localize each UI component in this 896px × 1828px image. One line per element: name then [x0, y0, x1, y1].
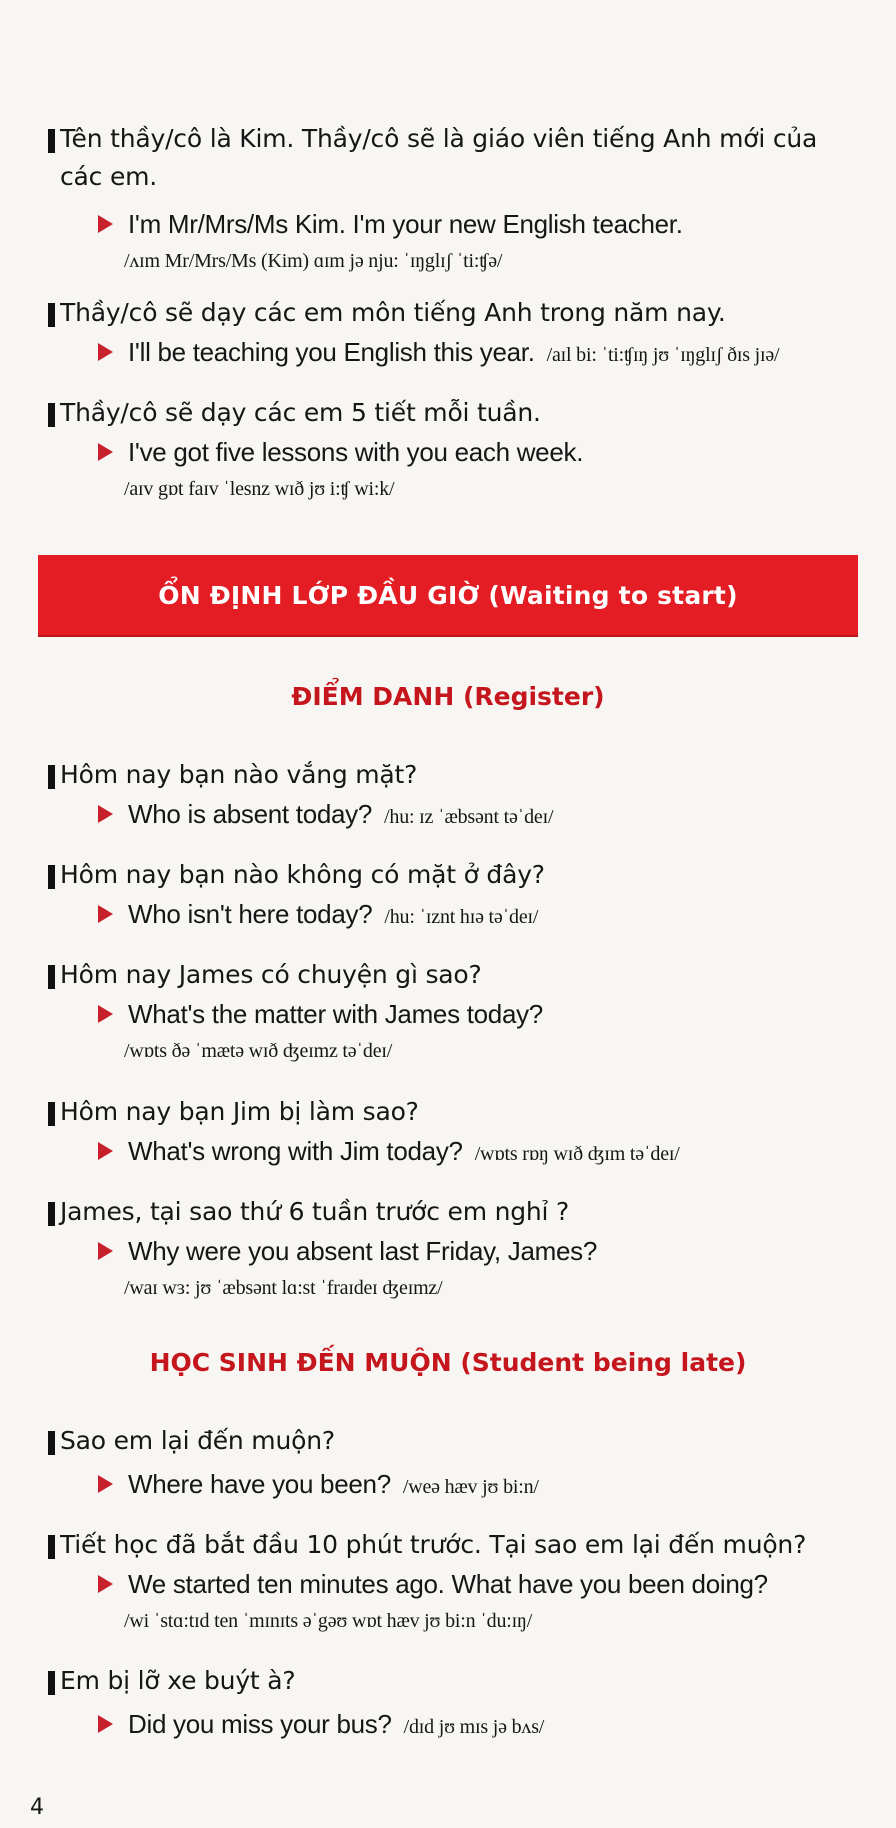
section-heading-late: HỌC SINH ĐẾN MUỘN (Student being late) — [149, 1348, 747, 1377]
section-heading-register: ĐIỂM DANH (Register) — [291, 682, 605, 711]
english-phrase: I'm Mr/Mrs/Ms Kim. I'm your new English teacher. — [98, 204, 858, 244]
english-phrase: I've got five lessons with you each week. — [98, 432, 858, 472]
english-phrase: What's the matter with James today? — [98, 994, 858, 1034]
vietnamese-phrase: Tiết học đã bắt đầu 10 phút trước. Tại sao em lại đến muộn? — [48, 1526, 858, 1564]
triangle-bullet-icon — [98, 1242, 113, 1260]
page-number: 4 — [30, 1795, 44, 1820]
phrase-entry — [48, 1093, 858, 1174]
ipa-transcription: /wɒts rɒŋ wɪð ʤɪm təˈdeɪ/ — [474, 1143, 680, 1165]
vietnamese-phrase: Hôm nay James có chuyện gì sao? — [48, 956, 858, 994]
english-phrase: Who is absent today? /hu: ɪz ˈæbsənt təˈdeɪ/ — [98, 794, 858, 837]
english-phrase: I'll be teaching you English this year. /aɪl bi: ˈti:ʧɪŋ jʊ ˈɪŋglɪʃ ðɪs jɪə/ — [98, 332, 858, 375]
phrase-entry — [48, 294, 858, 375]
triangle-bullet-icon — [98, 215, 113, 233]
bullet-bar — [48, 1535, 55, 1559]
english-phrase: What's wrong with Jim today? /wɒts rɒŋ wɪð ʤɪm təˈdeɪ/ — [98, 1131, 858, 1174]
vietnamese-phrase: Hôm nay bạn Jim bị làm sao? — [48, 1093, 858, 1131]
english-phrase: Did you miss your bus? /dɪd jʊ mɪs jə bʌs/ — [98, 1704, 858, 1747]
english-phrase: We started ten minutes ago. What have you been doing? — [98, 1564, 858, 1604]
triangle-bullet-icon — [98, 805, 113, 823]
ipa-transcription: /hu: ɪz ˈæbsənt təˈdeɪ/ — [384, 806, 554, 828]
bullet-bar — [48, 129, 55, 153]
bullet-bar — [48, 1431, 55, 1455]
phrase-entry — [48, 1526, 858, 1638]
english-phrase: Where have you been? /weə hæv jʊ bi:n/ — [98, 1464, 858, 1507]
bullet-bar — [48, 965, 55, 989]
vietnamese-phrase: Em bị lỡ xe buýt à? — [48, 1662, 858, 1700]
ipa-transcription: /waɪ wɜ: jʊ ˈæbsənt lɑ:st ˈfraɪdeɪ ʤeɪmz/ — [124, 1277, 443, 1299]
vietnamese-phrase: James, tại sao thứ 6 tuần trước em nghỉ ? — [48, 1193, 858, 1231]
phrase-entry — [48, 1662, 858, 1747]
ipa-transcription: /aɪl bi: ˈti:ʧɪŋ jʊ ˈɪŋglɪʃ ðɪs jɪə/ — [546, 344, 780, 366]
phrase-entry — [48, 1193, 858, 1305]
triangle-bullet-icon — [98, 343, 113, 361]
triangle-bullet-icon — [98, 443, 113, 461]
bullet-bar — [48, 403, 55, 427]
english-phrase: Why were you absent last Friday, James? — [98, 1231, 858, 1271]
phrase-entry — [48, 956, 858, 1068]
section-banner: ỔN ĐỊNH LỚP ĐẦU GIỜ (Waiting to start) — [38, 555, 858, 635]
ipa-transcription: /wi ˈstɑ:tɪd ten ˈmɪnɪts əˈgəʊ wɒt hæv jʊ bi:n ˈdu:ɪŋ/ — [124, 1610, 533, 1632]
ipa-transcription: /aɪv gɒt faɪv ˈlesnz wɪð jʊ i:ʧ wi:k/ — [124, 478, 395, 500]
triangle-bullet-icon — [98, 1715, 113, 1733]
bullet-bar — [48, 1102, 55, 1126]
triangle-bullet-icon — [98, 1475, 113, 1493]
bullet-bar — [48, 303, 55, 327]
vietnamese-phrase: Hôm nay bạn nào không có mặt ở đây? — [48, 856, 858, 894]
bullet-bar — [48, 1671, 55, 1695]
ipa-transcription: /ʌɪm Mr/Mrs/Ms (Kim) ɑɪm jə nju: ˈɪŋglɪʃ ˈti:ʧə/ — [124, 250, 503, 272]
phrase-entry — [48, 120, 858, 278]
ipa-transcription: /hu: ˈɪznt hɪə təˈdeɪ/ — [384, 906, 539, 928]
bullet-bar — [48, 765, 55, 789]
ipa-transcription: /wɒts ðə ˈmætə wɪð ʤeɪmz təˈdeɪ/ — [124, 1040, 393, 1062]
english-phrase: Who isn't here today? /hu: ˈɪznt hɪə təˈdeɪ/ — [98, 894, 858, 937]
vietnamese-phrase: Hôm nay bạn nào vắng mặt? — [48, 756, 858, 794]
triangle-bullet-icon — [98, 1575, 113, 1593]
triangle-bullet-icon — [98, 1142, 113, 1160]
phrase-entry — [48, 856, 858, 937]
phrase-entry — [48, 756, 858, 837]
vietnamese-phrase: Sao em lại đến muộn? — [48, 1422, 858, 1460]
triangle-bullet-icon — [98, 1005, 113, 1023]
phrase-entry — [48, 394, 858, 506]
bullet-bar — [48, 1202, 55, 1226]
ipa-transcription: /weə hæv jʊ bi:n/ — [402, 1476, 539, 1498]
triangle-bullet-icon — [98, 905, 113, 923]
bullet-bar — [48, 865, 55, 889]
vietnamese-phrase: Thầy/cô sẽ dạy các em 5 tiết mỗi tuần. — [48, 394, 858, 432]
phrase-entry — [48, 1422, 858, 1507]
vietnamese-phrase: Tên thầy/cô là Kim. Thầy/cô sẽ là giáo viên tiếng Anh mới của các em. — [48, 120, 858, 196]
ipa-transcription: /dɪd jʊ mɪs jə bʌs/ — [403, 1716, 545, 1738]
vietnamese-phrase: Thầy/cô sẽ dạy các em môn tiếng Anh trong năm nay. — [48, 294, 858, 332]
